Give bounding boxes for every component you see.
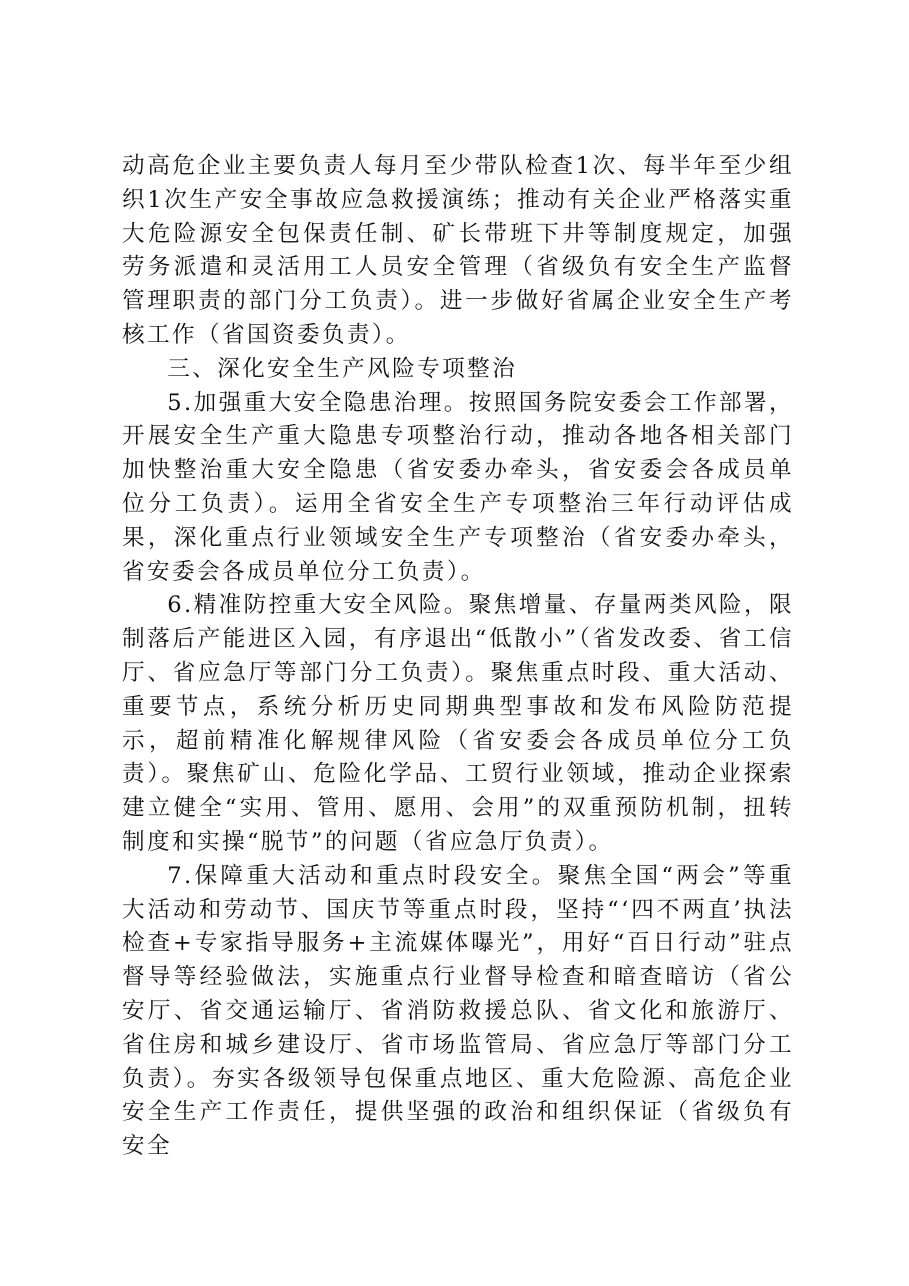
paragraph-item-6: 6.精准防控重大安全风险。聚焦增量、存量两类风险，限制落后产能进区入园，有序退出“低散小”（省发改委、省工信厅、省应急厅等部门分工负责）。聚焦重点时段、重大活动、重要节点，系统分析历史同期典型事故和发布风险防范提示，超前精准化解规律风险（省安委会各成员单位分工负责）。聚焦矿山、危险化学品、工贸行业领域，推动企业探索建立健全“实用、管用、愿用、会用”的双重预防机制，扭转制度和实操“脱节”的问题（省应急厅负责）。	[122, 592, 794, 855]
paragraph-item-7: 7.保障重大活动和重点时段安全。聚焦全国“两会”等重大活动和劳动节、国庆节等重点时段，坚持“‘四不两直’执法检查+专家指导服务+主流媒体曝光”，用好“百日行动”驻点督导等经验做法，实施重点行业督导检查和暗查暗访（省公安厅、省交通运输厅、省消防救援总队、省文化和旅游厅、省住房和城乡建设厅、省市场监管局、省应急厅等部门分工负责）。夯实各级领导包保重点地区、重大危险源、高危企业安全生产工作责任，提供坚强的政治和组织保证（省级负有安全	[122, 862, 794, 1160]
paragraph-item-5: 5.加强重大安全隐患治理。按照国务院安委会工作部署，开展安全生产重大隐患专项整治行动，推动各地各相关部门加快整治重大安全隐患（省安委办牵头，省安委会各成员单位分工负责）。运用全省安全生产专项整治三年行动评估成果，深化重点行业领域安全生产专项整治（省安委办牵头，省安委会各成员单位分工负责）。	[122, 389, 794, 585]
section-heading: 三、深化安全生产风险专项整治	[167, 355, 518, 382]
document-page	[122, 150, 794, 1164]
paragraph-continuation: 动高危企业主要负责人每月至少带队检查1次、每半年至少组织1次生产安全事故应急救援演练；推动有关企业严格落实重大危险源安全包保责任制、矿长带班下井等制度规定，加强劳务派遣和灵活用工人员安全管理（省级负有安全生产监督管理职责的部门分工负责）。进一步做好省属企业安全生产考核工作（省国资委负责）。	[122, 153, 794, 348]
